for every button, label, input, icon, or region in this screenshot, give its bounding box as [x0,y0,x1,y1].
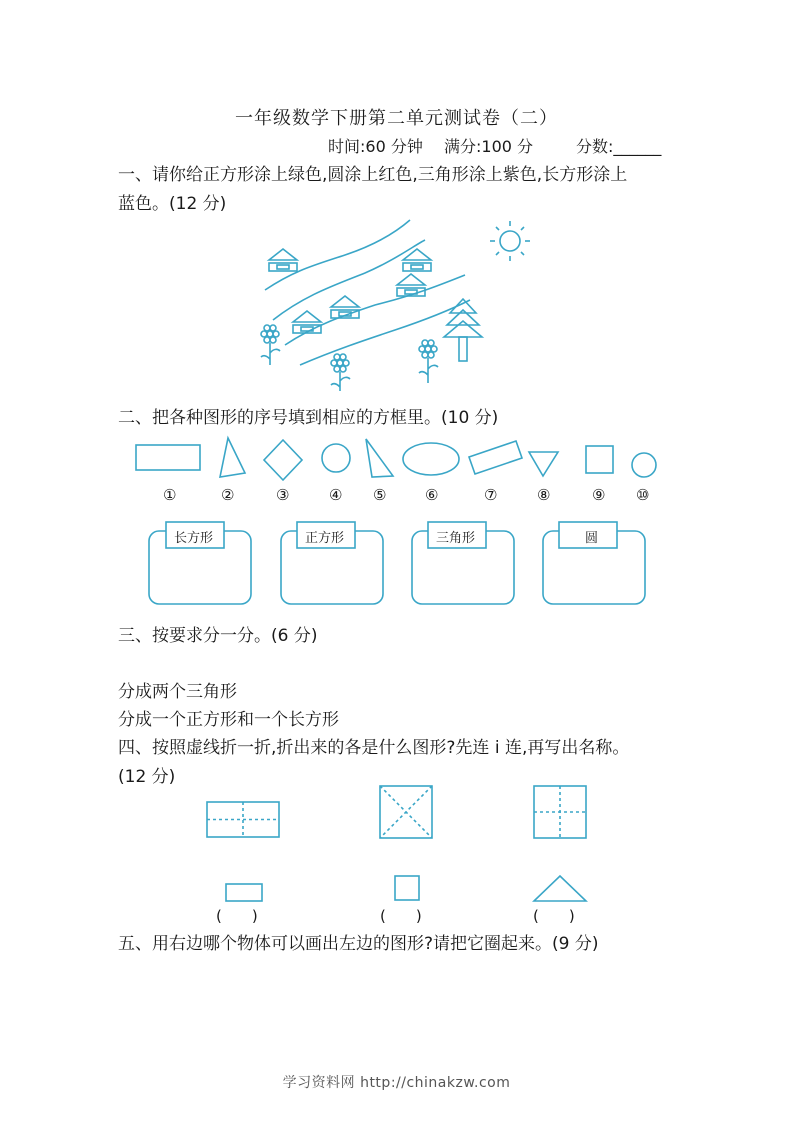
box-label-circle: 圆 [585,531,599,546]
q3-sub2: 分成一个正方形和一个长方形 [118,710,339,730]
footer-watermark: 学习资料网 http://chinakzw.com [282,1075,511,1091]
q5-question: 五、用右边哪个物体可以画出左边的图形?请把它圈起来。(9 分) [118,934,599,954]
time-limit: 时间:60 分钟 [328,137,423,156]
shape-circle-10 [632,453,656,477]
full-score: 满分:100 分 [444,137,534,156]
shape-triangle-5 [366,439,393,477]
q2-shapes [130,435,670,485]
q3-sub1: 分成两个三角形 [118,682,237,702]
shape-triangle-2 [220,438,245,477]
shape-circle-4 [322,444,350,472]
shape-number-9: ⑨ [592,486,606,504]
shape-number-1: ① [163,486,177,504]
shape-number-8: ⑧ [537,486,551,504]
shape-number-5: ⑤ [373,486,387,504]
q4-answer-3[interactable]: ( ) [533,907,575,925]
box-label-square: 正方形 [305,531,345,546]
score-field[interactable]: 分数:______ [576,137,662,156]
q4-fold-figures [200,782,600,907]
shape-square-9 [586,446,613,473]
box-label-triangle: 三角形 [436,531,476,546]
q2-question: 二、把各种图形的序号填到相应的方框里。(10 分) [118,408,499,428]
q2-answer-boxes[interactable] [148,519,648,609]
shape-number-2: ② [221,486,235,504]
q3-question: 三、按要求分一分。(6 分) [118,626,318,646]
box-label-rectangle: 长方形 [174,531,214,546]
shape-number-7: ⑦ [484,486,498,504]
shape-number-3: ③ [276,486,290,504]
shape-rectangle-7 [469,441,522,474]
shape-diamond-3 [264,440,302,480]
shape-ellipse-6 [403,443,459,475]
shape-rectangle-1 [136,445,200,470]
shape-triangle-8 [529,452,558,476]
page-title: 一年级数学下册第二单元测试卷（二） [235,108,558,129]
q1-scene-illustration[interactable] [255,215,545,395]
shape-number-10: ⑩ [636,486,650,504]
shape-number-6: ⑥ [425,486,439,504]
q4-line2: (12 分) [118,767,176,787]
q4-answer-2[interactable]: ( ) [380,907,422,925]
q1-line2: 蓝色。(12 分) [118,194,227,214]
shape-number-4: ④ [329,486,343,504]
q4-answer-1[interactable]: ( ) [216,907,258,925]
q1-line1: 一、请你给正方形涂上绿色,圆涂上红色,三角形涂上紫色,长方形涂上 [118,165,628,185]
q4-line1: 四、按照虚线折一折,折出来的各是什么图形?先连 i 连,再写出名称。 [118,738,630,758]
